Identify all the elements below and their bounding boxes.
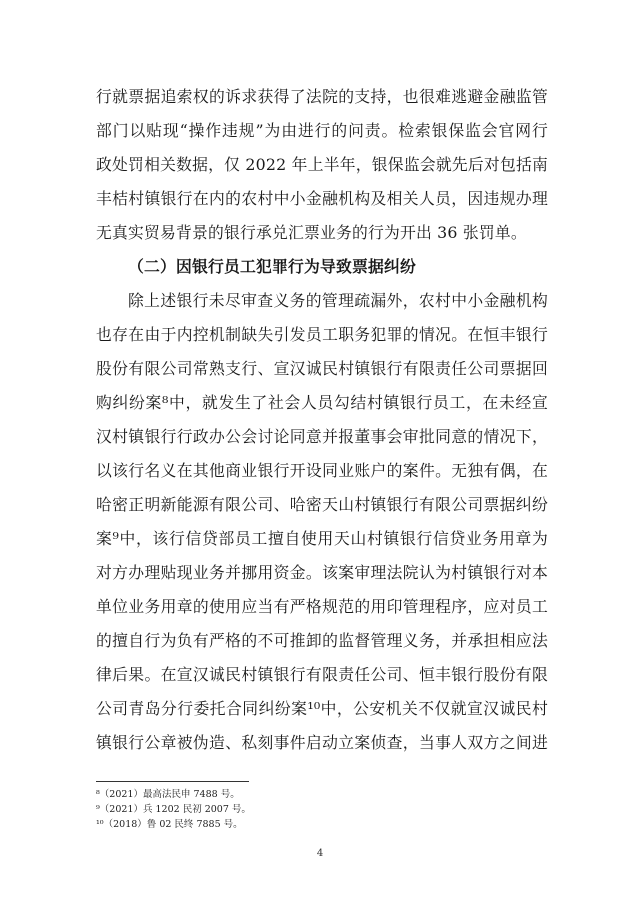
paragraph-line: 行就票据追索权的诉求获得了法院的支持，也很难逃避金融监管 (96, 87, 548, 106)
paragraph-line: 的擅自行为负有严格的不可推卸的监督管理义务，并承担相应法 (96, 631, 548, 650)
paragraph-line: 案⁹中，该行信贷部员工擅自使用天山村镇银行信贷业务用章为 (96, 529, 548, 548)
paragraph-line: 也存在由于内控机制缺失引发员工职务犯罪的情况。在恒丰银行 (96, 325, 548, 344)
paragraph-line: 部门以贴现“操作违规”为由进行的问责。检索银保监会官网行 (96, 121, 548, 140)
paragraph-line: 单位业务用章的使用应当有严格规范的用印管理程序，应对员工 (96, 597, 548, 616)
paragraph-line: 以该行名义在其他商业银行开设同业账户的案件。无独有偶，在 (96, 461, 548, 480)
paragraph-line: 丰桔村镇银行在内的农村中小金融机构及相关人员，因违规办理 (96, 189, 548, 208)
paragraph-line: 哈密正明新能源有限公司、哈密天山村镇银行有限公司票据纠纷 (96, 495, 548, 514)
paragraph-line: 无真实贸易背景的银行承兑汇票业务的行为开出 36 张罚单。 (96, 223, 527, 242)
footnote: ¹⁰（2018）鲁 02 民终 7885 号。 (96, 819, 243, 830)
footnote: ⁹（2021）兵 1202 民初 2007 号。 (96, 804, 251, 815)
paragraph-line: 对方办理贴现业务并挪用资金。该案审理法院认为村镇银行对本 (96, 563, 548, 582)
page-number: 4 (316, 848, 324, 859)
paragraph-line: 公司青岛分行委托合同纠纷案¹⁰中，公安机关不仅就宣汉诚民村 (96, 699, 548, 718)
paragraph-line: 汉村镇银行行政办公会讨论同意并报董事会审批同意的情况下， (96, 427, 548, 446)
section-heading: （二）因银行员工犯罪行为导致票据纠纷 (128, 257, 416, 276)
paragraph-line: 镇银行公章被伪造、私刻事件启动立案侦查，当事人双方之间进 (96, 733, 548, 752)
paragraph-line: 政处罚相关数据，仅 2022 年上半年，银保监会就先后对包括南 (96, 155, 548, 174)
footnote: ⁸（2021）最高法民申 7488 号。 (96, 789, 240, 800)
paragraph-line: 除上述银行未尽审查义务的管理疏漏外，农村中小金融机构 (128, 291, 548, 310)
paragraph-line: 股份有限公司常熟支行、宣汉诚民村镇银行有限责任公司票据回 (96, 359, 548, 378)
paragraph-line: 购纠纷案⁸中，就发生了社会人员勾结村镇银行员工，在未经宣 (96, 393, 548, 412)
footnote-divider (96, 781, 249, 782)
paragraph-line: 律后果。在宣汉诚民村镇银行有限责任公司、恒丰银行股份有限 (96, 665, 548, 684)
